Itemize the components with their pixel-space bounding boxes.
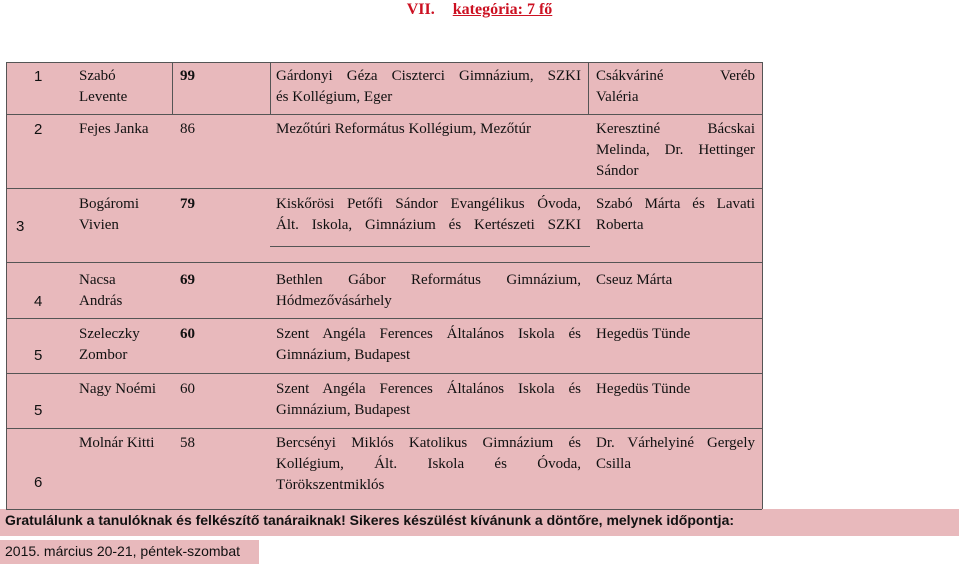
teacher-cell: Hegedüs Tünde: [596, 326, 691, 342]
table-line: [6, 509, 762, 510]
student-name: Nacsa András: [79, 272, 123, 309]
congratulations-text: Gratulálunk a tanulóknak és felkészítő tanáraiknak! Sikeres készülést kívánunk a döntőre, melynek időpontja:: [5, 512, 735, 528]
table-line: [6, 114, 762, 115]
student-name: Szabó Levente: [79, 68, 128, 105]
table-line: [6, 262, 762, 263]
score-cell: 60: [180, 381, 195, 397]
student-name: Bogáromi Vivien: [79, 196, 139, 233]
category-label: kategória: 7 fő: [452, 1, 553, 18]
table-line: [270, 62, 271, 114]
table-line: [6, 428, 762, 429]
school-cell: Mezőtúri Református Kollégium, Mezőtúr: [276, 121, 531, 137]
rank-cell: 6: [34, 474, 43, 491]
table-line: [6, 188, 762, 189]
rank-cell: 4: [34, 293, 43, 310]
student-name: Fejes Janka: [79, 121, 149, 137]
school-cell: Szent Angéla Ferences Általános Iskola és Gimnázium, Budapest: [276, 326, 581, 363]
teacher-cell: Dr. Várhelyiné Gergely Csilla: [596, 435, 755, 472]
category-heading: [0, 0, 959, 20]
rank-cell: 1: [34, 68, 43, 85]
teacher-cell: Szabó Márta és Lavati Roberta: [596, 196, 755, 233]
teacher-cell: Hegedüs Tünde: [596, 381, 691, 397]
student-name: Nagy Noémi: [79, 381, 157, 397]
score-cell: 58: [180, 435, 195, 451]
table-line: [6, 62, 762, 63]
table-line: [6, 62, 7, 509]
rank-cell: 5: [34, 347, 43, 364]
score-cell: 79: [180, 196, 195, 212]
school-cell: Bethlen Gábor Református Gimnázium, Hódmezővásárhely: [276, 272, 581, 309]
rank-cell: 3: [16, 218, 25, 235]
table-line: [270, 246, 590, 247]
rank-cell: 2: [34, 121, 43, 138]
rank-cell: 5: [34, 402, 43, 419]
teacher-cell: Csákváriné Veréb Valéria: [596, 68, 755, 105]
roman-numeral: VII.: [406, 1, 435, 18]
student-name: Szeleczky Zombor: [79, 326, 140, 363]
school-cell: Szent Angéla Ferences Általános Iskola és Gimnázium, Budapest: [276, 381, 581, 418]
final-date-text: 2015. március 20-21, péntek-szombat: [5, 543, 241, 559]
table-line: [588, 62, 589, 114]
school-cell: Kiskőrösi Petőfi Sándor Evangélikus Óvoda, Ált. Iskola, Gimnázium és Kertészeti SZKI: [276, 196, 581, 233]
teacher-cell: Keresztiné Bácskai Melinda, Dr. Hettinger Sándor: [596, 121, 755, 179]
score-cell: 69: [180, 272, 195, 288]
score-cell: 60: [180, 326, 195, 342]
score-cell: 86: [180, 121, 195, 137]
table-line: [762, 62, 763, 509]
score-cell: 99: [180, 68, 195, 84]
school-cell: Gárdonyi Géza Ciszterci Gimnázium, SZKI és Kollégium, Eger: [276, 68, 581, 105]
table-line: [172, 62, 173, 114]
table-line: [6, 373, 762, 374]
student-name: Molnár Kitti: [79, 435, 155, 451]
school-cell: Bercsényi Miklós Katolikus Gimnázium és Kollégium, Ált. Iskola és Óvoda, Törökszentmiklós: [276, 435, 581, 493]
table-line: [6, 318, 762, 319]
teacher-cell: Cseuz Márta: [596, 272, 673, 288]
